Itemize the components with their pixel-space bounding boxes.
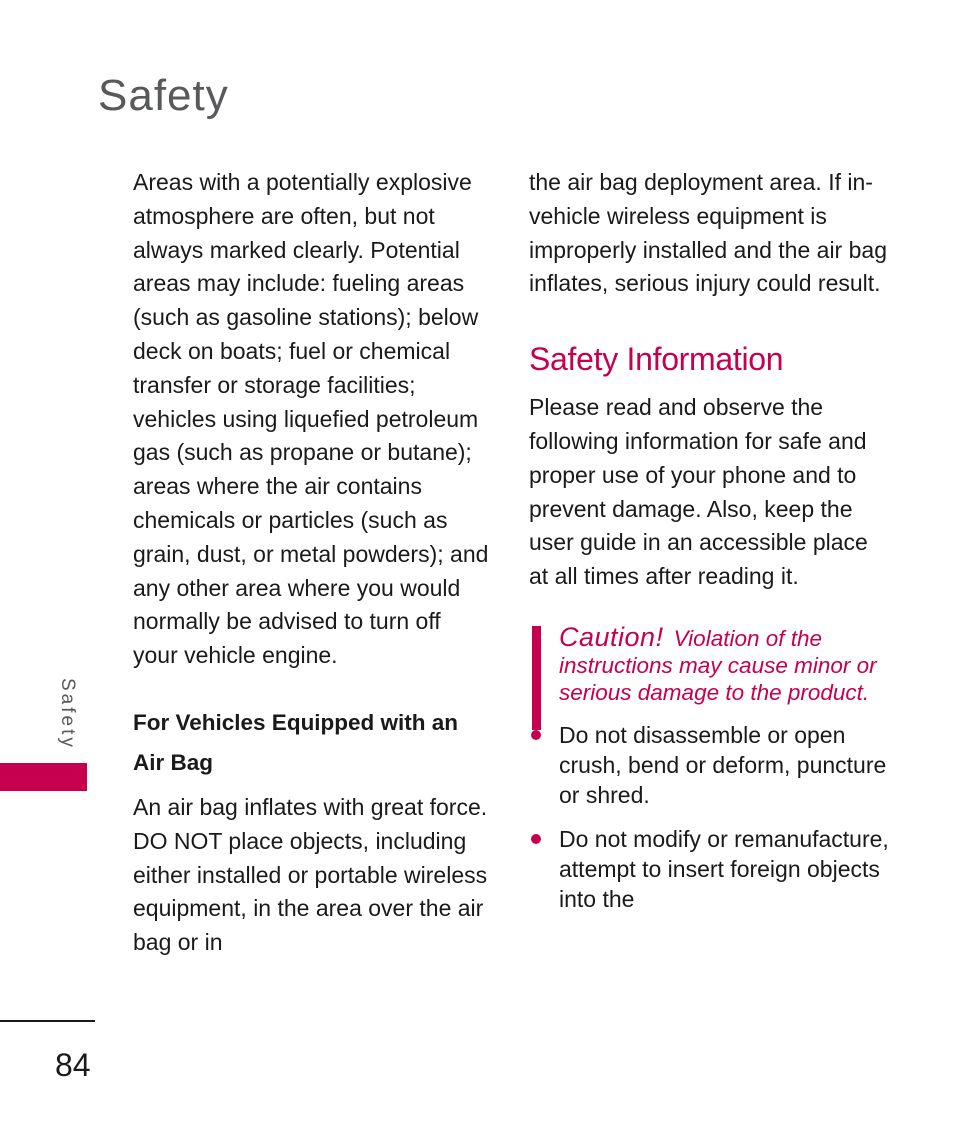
airbag-subheading: For Vehicles Equipped with an Air Bag	[133, 709, 459, 775]
caution-text: Violation of the instructions may cause minor or serious damage to the product.	[559, 625, 877, 705]
page-title: Safety	[98, 71, 229, 120]
section-heading: Safety Information	[529, 341, 784, 378]
section-paragraph: Please read and observe the following information for safe and proper use of your phone and to prevent damage. Also, keep the user guide in an accessible place at all times after reading it.	[529, 394, 868, 590]
precaution-list	[529, 720, 889, 914]
left-column	[133, 166, 489, 960]
side-tab-bar	[0, 763, 87, 791]
caution-callout	[529, 621, 889, 706]
continued-paragraph: the air bag deployment area. If in-vehicle wireless equipment is improperly installed and the air bag inflates, serious injury could result.	[529, 169, 887, 297]
right-column	[529, 166, 889, 928]
bullet-icon	[531, 834, 541, 844]
list-item-text: Do not modify or remanufacture, attempt to insert foreign objects into the	[559, 825, 889, 912]
intro-paragraph: Areas with a potentially explosive atmosphere are often, but not always marked clearly. Potential areas may include: fueling areas (such as gasoline stations); below deck on boats; fuel or chemical transfer or storage facilities; vehicles using liquefied petroleum gas (such as propane or butane); areas where the air contains chemicals or particles (such as grain, dust, or metal powders); and any other area where you would normally be advised to turn off your vehicle engine.	[133, 169, 489, 669]
list-item-text: Do not disassemble or open crush, bend or deform, puncture or shred.	[559, 721, 887, 808]
bullet-icon	[531, 730, 541, 740]
list-item	[529, 720, 889, 810]
side-tab-label: Safety	[57, 678, 78, 750]
caution-bar	[532, 626, 541, 730]
list-item	[529, 824, 889, 914]
caution-label: Caution!	[559, 621, 664, 652]
footer-rule	[0, 1020, 95, 1022]
airbag-paragraph: An air bag inflates with great force. DO NOT place objects, including either installed or portable wireless equipment, in the area over the air bag or in	[133, 793, 488, 956]
page-number: 84	[55, 1047, 91, 1083]
